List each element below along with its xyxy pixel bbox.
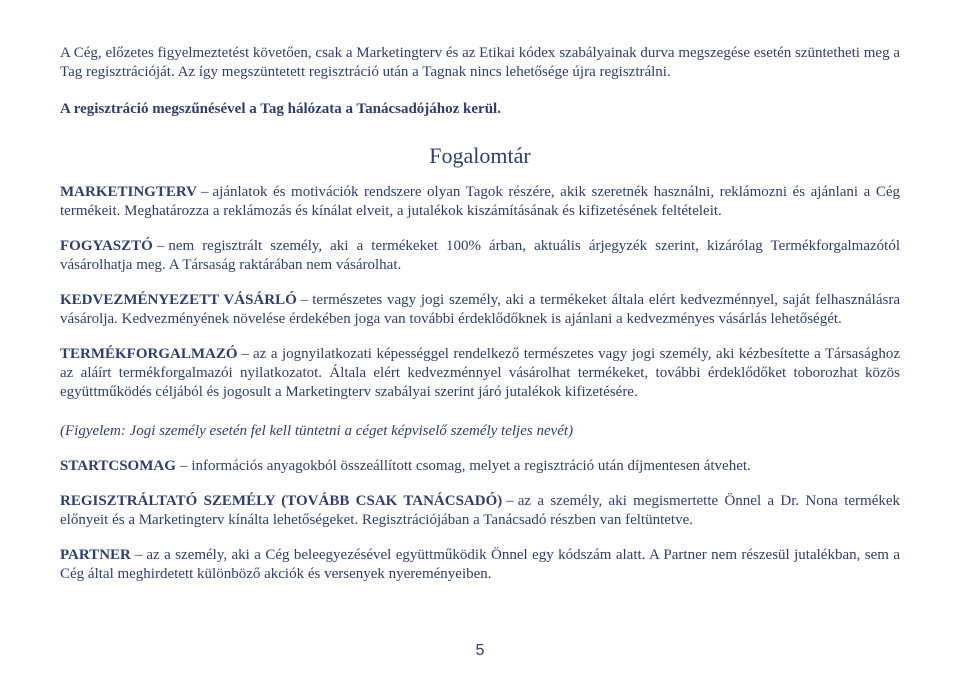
definition-text: nem regisztrált személy, aki a termékeket 100% árban, aktuális árjegyzék szerint, kizárólag Termékforgalmazótól vásárolhatja meg. A Társaság raktárában nem vásárolhat. (60, 238, 900, 273)
definition-startcsomag (60, 457, 900, 476)
definition-dash: – (179, 458, 188, 474)
definition-fogyaszto (60, 237, 900, 275)
definition-dash: – (201, 184, 209, 200)
definition-termekforgalmazo (60, 345, 900, 402)
definition-term: KEDVEZMÉNYEZETT VÁSÁRLÓ (60, 292, 297, 308)
definition-text: az a személy, aki megismertette Önnel a Dr. Nona termékek előnyeit és a Marketingterv kínálta lehetőségeket. Regisztrációjában a Tanácsadó részben van feltüntetve. (60, 493, 901, 528)
definition-term: STARTCSOMAG (60, 458, 176, 474)
definition-term: FOGYASZTÓ (60, 238, 153, 254)
definition-text: az a személy, aki a Cég beleegyezésével együttműködik Önnel egy kódszám alatt. A Partner nem részesül jutalékban, sem a Cég által meghirdetett különböző akciók és versenyek nyereményeiben. (60, 547, 900, 582)
definition-term: TERMÉKFORGALMAZÓ (60, 346, 238, 362)
definition-text: ajánlatok és motivációk rendszere olyan Tagok részére, akik szeretnék használni, reklámozni és ajánlani a Cég termékeit. Meghatározza a reklámozás és kínálat elveit, a jutalékok kiszámításának és kifizetésének feltételeit. (60, 184, 900, 219)
legal-entity-note: (Figyelem: Jogi személy esetén fel kell tüntetni a céget képviselő személy teljes nevét) (60, 423, 574, 439)
definition-dash: – (134, 547, 143, 563)
definition-dash: – (156, 238, 165, 254)
definition-term: MARKETINGTERV (60, 184, 197, 200)
document-page (60, 44, 900, 584)
definition-dash: – (241, 346, 250, 362)
definition-text: természetes vagy jogi személy, aki a termékeket általa elért kedvezménnyel, saját felhasználásra vásárolja. Kedvezményének növelése érdekében joga van további érdeklődőknek is ajánlani a kedvezményes vásárlás lehetőségét. (60, 292, 900, 327)
definition-dash: – (300, 292, 309, 308)
intro-paragraph-2: A regisztráció megszűnésével a Tag hálózata a Tanácsadójához kerül. (60, 101, 501, 117)
definition-text: információs anyagokból összeállított csomag, melyet a regisztráció után díjmentesen átvehet. (191, 458, 751, 474)
definition-term: PARTNER (60, 547, 131, 563)
definition-regisztraltato-szemely (60, 492, 900, 530)
definition-kedvezmenyezett-vasarlo (60, 291, 900, 329)
intro-paragraph-1: A Cég, előzetes figyelmeztetést követően, csak a Marketingterv és az Etikai kódex szabályainak durva megszegése esetén szüntetheti meg a Tag regisztrációját. Az így megszüntetett regisztráció után a Tagnak nincs lehetősége újra regisztrálni. (60, 45, 900, 80)
glossary-title: Fogalomtár (429, 143, 531, 168)
definition-marketingterv (60, 183, 900, 221)
definition-partner (60, 546, 900, 584)
definition-dash: – (506, 493, 514, 509)
definition-text: az a jognyilatkozati képességgel rendelkező természetes vagy jogi személy, aki kézbesítette a Társasághoz az aláírt termékforgalmazói nyilatkozatot. Általa elért kedvezménnyel vásárolhat termékeket, további érdeklődőket toborozhat közös együttműködés céljából és jogosult a Marketingterv szabályai szerint járó jutalékok kifizetésére. (60, 346, 900, 400)
definition-term: REGISZTRÁLTATÓ SZEMÉLY (TOVÁBB CSAK TANÁCSADÓ) (60, 493, 503, 509)
page-number: 5 (475, 642, 485, 659)
